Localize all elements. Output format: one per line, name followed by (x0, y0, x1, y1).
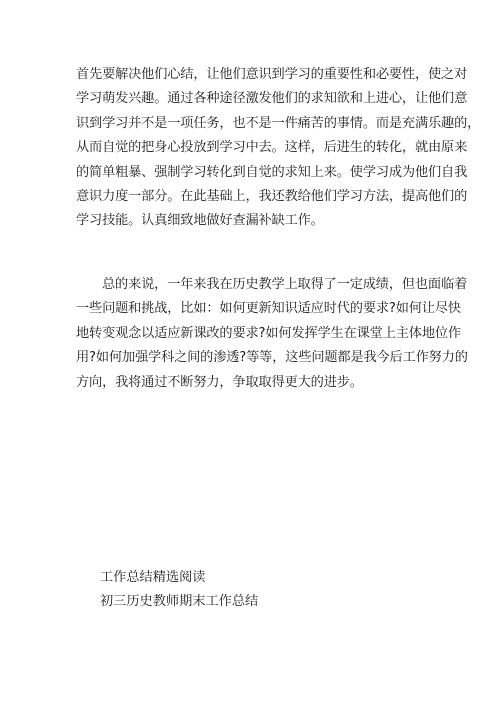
paragraph-line: 方向，我将通过不断努力，争取取得更大的进步。 (76, 374, 363, 390)
paragraph-line: 识到学习并不是一项任务，也不是一件痛苦的事情。而是充满乐趣的， (76, 115, 481, 131)
paragraph-line: 一些问题和挑战，比如：如何更新知识适应时代的要求?如何让尽快 (76, 301, 461, 317)
paragraph-line: 地转变观念以适应新课改的要求?如何发挥学生在课堂上主体地位作 (76, 325, 461, 341)
paragraph-line: 首先要解决他们心结，让他们意识到学习的重要性和必要性，使之对 (76, 67, 468, 82)
paragraph-line: 的简单粗暴、强制学习转化到自觉的求知上来。使学习成为他们自我 (76, 164, 468, 180)
related-reading-link[interactable]: 初三历史教师期末工作总结 (100, 594, 259, 609)
paragraph-line: 从而自觉的把身心投放到学习中去。这样，后进生的转化，就由原来 (76, 140, 468, 156)
paragraph-line: 用?如何加强学科之间的渗透?等等，这些问题都是我今后工作努力的 (76, 350, 468, 366)
paragraph-line: 总的来说，一年来我在历史教学上取得了一定成绩，但也面临着 (102, 277, 468, 292)
paragraph-line: 学习技能。认真细致地做好查漏补缺工作。 (76, 213, 324, 229)
paragraph-line: 学习萌发兴趣。通过各种途径激发他们的求知欲和上进心，让他们意 (76, 91, 468, 107)
body-paragraph-1 (76, 63, 481, 234)
related-reading-section (100, 566, 420, 614)
paragraph-line: 意识力度一部分。在此基础上，我还教给他们学习方法，提高他们的 (76, 188, 468, 204)
body-paragraph-2 (76, 273, 468, 395)
related-reading-heading: 工作总结精选阅读 (100, 570, 206, 585)
